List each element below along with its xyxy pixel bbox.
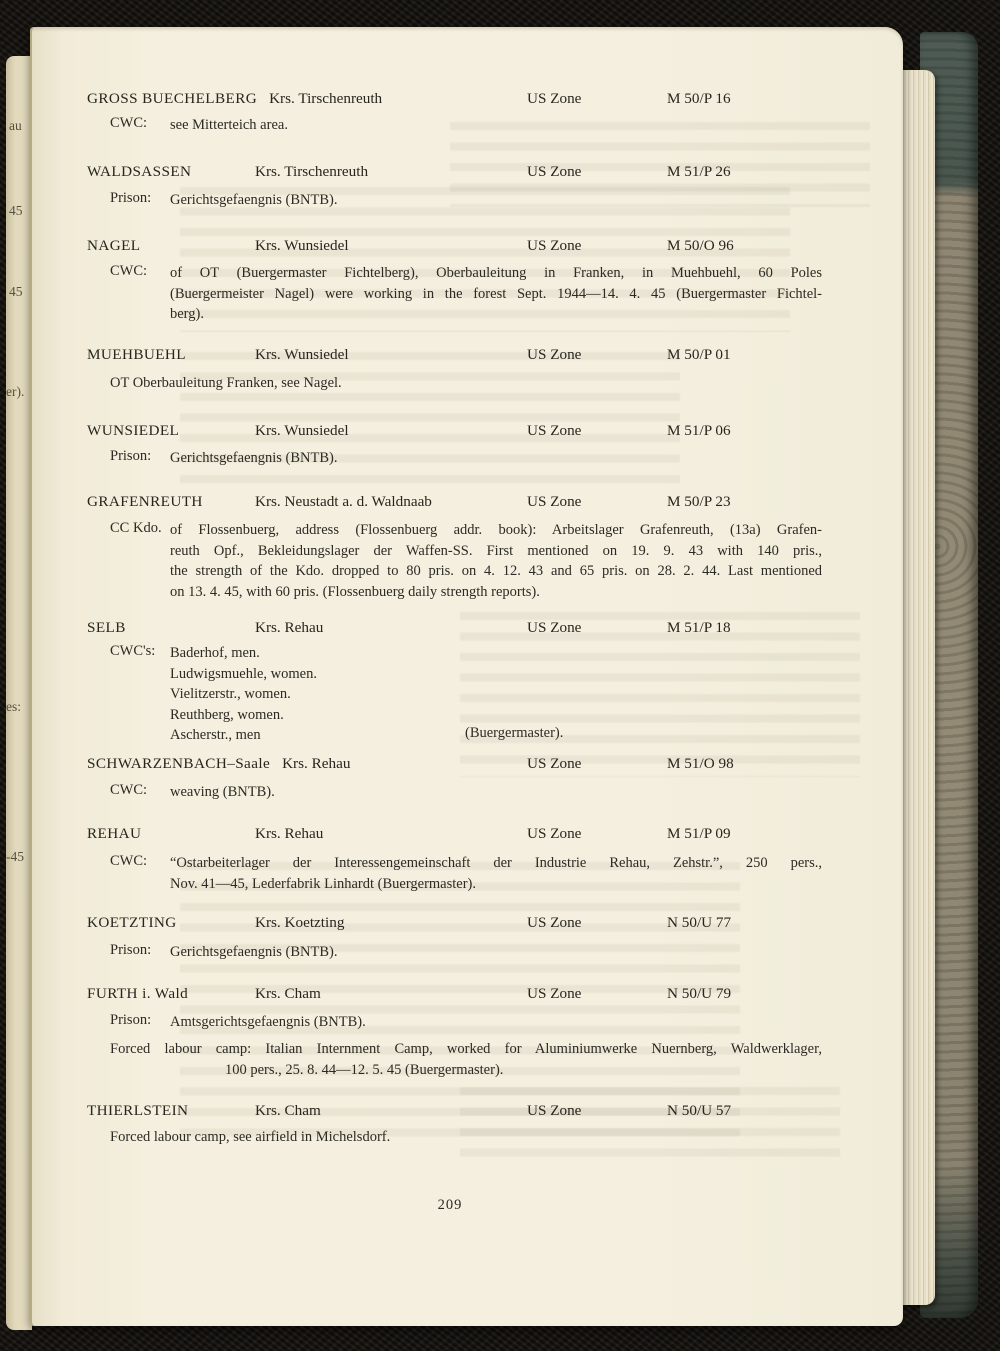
place-name: MUEHBUEHL [87, 346, 186, 363]
row-text: Gerichtsgefaengnis (BNTB). [170, 944, 338, 960]
zone: US Zone [527, 163, 582, 180]
edge-text-fragment: au [9, 118, 22, 133]
entry-heading [87, 493, 847, 511]
district: Krs. Wunsiedel [255, 346, 349, 363]
zone: US Zone [527, 237, 582, 254]
zone: US Zone [527, 985, 582, 1002]
map-code: M 50/O 96 [667, 237, 734, 254]
place-name: THIERLSTEIN [87, 1102, 189, 1119]
entry-heading [87, 90, 847, 108]
row-text: of Flossenbuerg, address (Flossenbuerg addr. book): Arbeitslager Grafenreuth, (13a) Grafen- reuth Opf., Bekleidungslager der Waffen-SS. First mentioned on 19. 9. 43 with 140 pris., the strength of the Kdo. dropped to 80 pris. on 4. 12. 43 and 65 pris. on 28. 2. 44. Last mentioned on 13. 4. 45, with 60 pris. (Flossenbuerg daily strength reports). [170, 522, 822, 600]
edge-text-fragment: -45 [6, 849, 24, 864]
district: Krs. Tirschenreuth [269, 90, 383, 107]
row-text: Forced labour camp: Italian Internment Camp, worked for Aluminiumwerke Nuernberg, Waldwerklager, 100 pers., 25. 8. 44—12. 5. 45 (Buergermaster). [110, 1041, 822, 1078]
zone: US Zone [527, 422, 582, 439]
district: Krs. Cham [255, 1102, 321, 1119]
row-text: Baderhof, men. Ludwigsmuehle, women. Vielitzerstr., women. Reuthberg, women. Ascherstr., men [170, 645, 317, 743]
row-label: CWC: [110, 115, 148, 131]
district: Krs. Tirschenreuth [255, 163, 369, 180]
entry-detail-row [110, 1127, 822, 1148]
edge-text-fragment: er). [6, 384, 25, 399]
buergermaster-note: (Buergermaster). [465, 725, 564, 741]
map-code: N 50/U 77 [667, 914, 732, 931]
entry-heading [87, 619, 847, 637]
row-label: CWC's: [110, 643, 156, 659]
district: Krs. Wunsiedel [255, 422, 349, 439]
entry-detail-row [110, 1012, 822, 1033]
edge-text-fragment: 45 [9, 203, 23, 218]
row-text: weaving (BNTB). [170, 784, 275, 800]
entry-heading [87, 985, 847, 1003]
row-label: Prison: [110, 190, 152, 206]
entry-heading [87, 914, 847, 932]
place-name: SCHWARZENBACH–Saale [87, 755, 271, 772]
zone: US Zone [527, 90, 582, 107]
zone: US Zone [527, 914, 582, 931]
place-name: KOETZTING [87, 914, 177, 931]
entry-heading [87, 825, 847, 843]
district: Krs. Rehau [282, 755, 351, 772]
entry-heading [87, 1102, 847, 1120]
place-name: WUNSIEDEL [87, 422, 180, 439]
map-code: M 51/O 98 [667, 755, 734, 772]
entry-detail-row [110, 115, 822, 136]
row-text: Gerichtsgefaengnis (BNTB). [170, 450, 338, 466]
entry-heading [87, 237, 847, 255]
map-code: M 50/P 23 [667, 493, 731, 510]
row-label: Prison: [110, 1012, 152, 1028]
map-code: M 51/P 26 [667, 163, 731, 180]
entry-heading [87, 422, 847, 440]
place-name: REHAU [87, 825, 142, 842]
district: Krs. Neustadt a. d. Waldnaab [255, 493, 432, 510]
row-label: Prison: [110, 942, 152, 958]
entry-detail-row [110, 520, 822, 602]
entry-detail-row [110, 373, 822, 394]
place-name: WALDSASSEN [87, 163, 192, 180]
row-text: Amtsgerichtsgefaengnis (BNTB). [170, 1014, 366, 1030]
page-number: 209 [437, 1197, 463, 1213]
zone: US Zone [527, 493, 582, 510]
map-code: M 51/P 09 [667, 825, 731, 842]
entry-detail-row [110, 263, 822, 325]
row-text: Forced labour camp, see airfield in Michelsdorf. [110, 1129, 391, 1145]
entry-detail-row [110, 190, 822, 211]
entry-detail-row [110, 853, 822, 894]
map-code: M 50/P 01 [667, 346, 731, 363]
place-name: FURTH i. Wald [87, 985, 189, 1002]
district: Krs. Rehau [255, 825, 324, 842]
map-code: N 50/U 57 [667, 1102, 732, 1119]
entry-detail-row [110, 1039, 822, 1080]
district: Krs. Koetzting [255, 914, 345, 931]
map-code: N 50/U 79 [667, 985, 732, 1002]
row-text: Gerichtsgefaengnis (BNTB). [170, 192, 338, 208]
row-text: “Ostarbeiterlager der Interessengemeinschaft der Industrie Rehau, Zehstr.”, 250 pers., Nov. 41—45, Lederfabrik Linhardt (Buergermaster). [170, 855, 822, 892]
district: Krs. Cham [255, 985, 321, 1002]
book-page [30, 27, 903, 1326]
place-name: NAGEL [87, 237, 141, 254]
row-label: CWC: [110, 782, 148, 798]
row-label: Prison: [110, 448, 152, 464]
map-code: M 51/P 18 [667, 619, 731, 636]
zone: US Zone [527, 755, 582, 772]
district: Krs. Wunsiedel [255, 237, 349, 254]
map-code: M 50/P 16 [667, 90, 731, 107]
entry-detail-row [110, 782, 822, 803]
map-code: M 51/P 06 [667, 422, 731, 439]
entry-heading [87, 163, 847, 181]
row-label: CC Kdo. [110, 520, 162, 536]
show-through-smudge [460, 1087, 840, 1162]
row-text: OT Oberbauleitung Franken, see Nagel. [110, 375, 342, 391]
edge-text-fragment: es: [6, 699, 21, 714]
edge-text-fragment: 45 [9, 284, 23, 299]
facing-page-sliver [6, 56, 32, 1330]
entry-detail-row [110, 448, 822, 469]
zone: US Zone [527, 346, 582, 363]
zone: US Zone [527, 825, 582, 842]
zone: US Zone [527, 619, 582, 636]
entry-heading [87, 755, 847, 773]
zone: US Zone [527, 1102, 582, 1119]
entry-detail-row [110, 942, 822, 963]
place-name: GROSS BUECHELBERG [87, 90, 258, 107]
place-name: SELB [87, 619, 126, 636]
row-label: CWC: [110, 853, 148, 869]
entry-heading [87, 346, 847, 364]
row-label: CWC: [110, 263, 148, 279]
district: Krs. Rehau [255, 619, 324, 636]
row-text: of OT (Buergermaster Fichtelberg), Oberbauleitung in Franken, in Muehbuehl, 60 Poles (Buergermeister Nagel) were working in the forest Sept. 1944—14. 4. 45 (Buergermaster Fichtel- berg). [170, 265, 822, 322]
place-name: GRAFENREUTH [87, 493, 203, 510]
row-text: see Mitterteich area. [170, 117, 288, 133]
